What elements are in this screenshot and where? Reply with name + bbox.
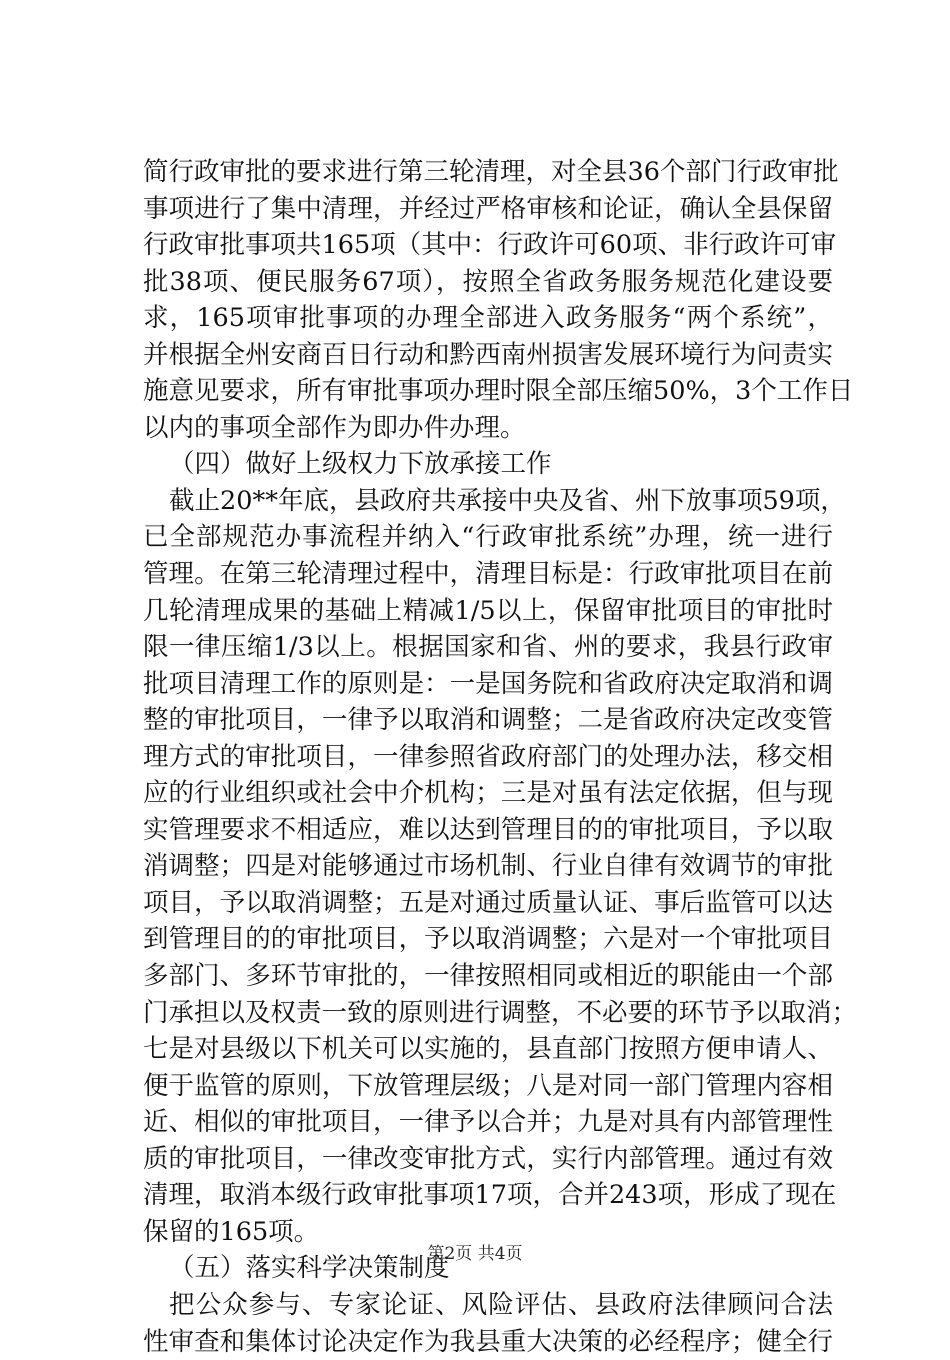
- text-line: 多部门、多环节审批的，一律按照相同或相近的职能由一个部: [143, 958, 833, 995]
- section-heading-4: （四）做好上级权力下放承接工作: [143, 446, 833, 483]
- document-body: [143, 154, 833, 1360]
- text-line: 实管理要求不相适应，难以达到管理目的的审批项目，予以取: [143, 812, 833, 849]
- text-line: 应的行业组织或社会中介机构；三是对虽有法定依据，但与现: [143, 775, 833, 812]
- text-line: 已全部规范办事流程并纳入“行政审批系统”办理，统一进行: [143, 519, 833, 556]
- text-line: 施意见要求，所有审批事项办理时限全部压缩50%，3个工作日: [143, 373, 833, 410]
- text-line: 并根据全州安商百日行动和黔西南州损害发展环境行为问责实: [143, 337, 833, 374]
- text-line: 求，165项审批事项的办理全部进入政务服务“两个系统”，: [143, 300, 833, 337]
- paragraph-first-line: 把公众参与、专家论证、风险评估、县政府法律顾问合法: [143, 1287, 833, 1324]
- text-line: 七是对县级以下机关可以实施的，县直部门按照方便申请人、: [143, 1031, 833, 1068]
- text-line: 保留的165项。: [143, 1214, 833, 1251]
- text-line: 清理，取消本级行政审批事项17项，合并243项，形成了现在: [143, 1177, 833, 1214]
- text-line: 理方式的审批项目，一律参照省政府部门的处理办法，移交相: [143, 739, 833, 776]
- text-line: 性审查和集体讨论决定作为我县重大决策的必经程序；健全行: [143, 1324, 833, 1360]
- text-line: 便于监管的原则，下放管理层级；八是对同一部门管理内容相: [143, 1068, 833, 1105]
- section-heading-5: （五）落实科学决策制度: [143, 1250, 833, 1287]
- text-line: 项目，予以取消调整；五是对通过质量认证、事后监管可以达: [143, 885, 833, 922]
- text-line: 几轮清理成果的基础上精减1/5以上，保留审批项目的审批时: [143, 593, 833, 630]
- text-line: 简行政审批的要求进行第三轮清理，对全县36个部门行政审批: [143, 154, 833, 191]
- text-line: 批38项、便民服务67项），按照全省政务服务规范化建设要: [143, 264, 833, 301]
- text-line: 管理。在第三轮清理过程中，清理目标是：行政审批项目在前: [143, 556, 833, 593]
- text-line: 批项目清理工作的原则是：一是国务院和省政府决定取消和调: [143, 666, 833, 703]
- text-line: 到管理目的的审批项目，予以取消调整；六是对一个审批项目: [143, 921, 833, 958]
- text-line: 整的审批项目，一律予以取消和调整；二是省政府决定改变管: [143, 702, 833, 739]
- text-line: 近、相似的审批项目，一律予以合并；九是对具有内部管理性: [143, 1104, 833, 1141]
- text-line: 以内的事项全部作为即办件办理。: [143, 410, 833, 447]
- paragraph-first-line: 截止20**年底，县政府共承接中央及省、州下放事项59项，: [143, 483, 833, 520]
- text-line: 消调整；四是对能够通过市场机制、行业自律有效调节的审批: [143, 848, 833, 885]
- text-line: 质的审批项目，一律改变审批方式，实行内部管理。通过有效: [143, 1141, 833, 1178]
- text-line: 门承担以及权责一致的原则进行调整，不必要的环节予以取消；: [143, 995, 833, 1032]
- text-line: 事项进行了集中清理，并经过严格审核和论证，确认全县保留: [143, 191, 833, 228]
- page-number-footer: 第2页 共4页: [0, 1242, 950, 1266]
- text-line: 限一律压缩1/3以上。根据国家和省、州的要求，我县行政审: [143, 629, 833, 666]
- text-line: 行政审批事项共165项（其中：行政许可60项、非行政许可审: [143, 227, 833, 264]
